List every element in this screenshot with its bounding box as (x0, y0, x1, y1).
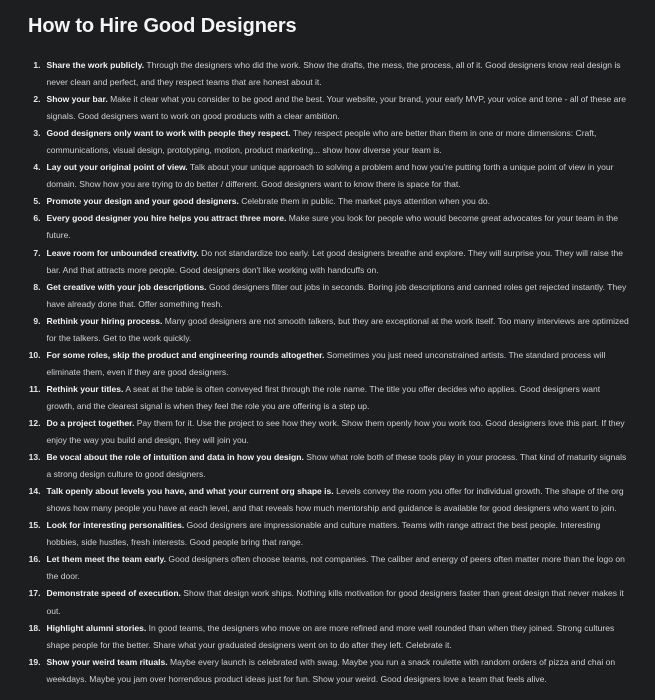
item-lead: Be vocal about the role of intuition and data in how you design. (46, 452, 304, 463)
item-text (41, 313, 630, 347)
item-text (41, 193, 630, 210)
list-item (28, 381, 637, 415)
item-lead: Lay out your original point of view. (46, 162, 188, 173)
list-item (28, 125, 637, 159)
item-lead: Good designers only want to work with people they respect. (46, 128, 291, 139)
list-item (28, 193, 637, 210)
item-lead: Rethink your hiring process. (46, 315, 163, 326)
item-body: Show that design work ships. Nothing kills motivation for good designers faster than great design that never makes it out. (46, 588, 624, 616)
page-title: How to Hire Good Designers (28, 15, 297, 37)
item-text (41, 449, 630, 483)
item-text (41, 91, 630, 125)
item-lead: For some roles, skip the product and engineering rounds altogether. (46, 349, 325, 360)
item-text (41, 159, 630, 193)
list-item (28, 91, 637, 125)
list-item (28, 654, 637, 688)
item-number: 19. (28, 656, 41, 667)
item-text (41, 245, 630, 279)
item-number: 13. (28, 452, 41, 463)
list-item (28, 347, 637, 381)
list-item (28, 313, 637, 347)
list-item (28, 585, 637, 619)
numbered-list (28, 57, 637, 688)
item-lead: Share the work publicly. (46, 60, 145, 70)
item-body: Good designers are impressionable and culture matters. Teams with range attract the best people. Interesting hobbies, side hustles, fresh interests. Good people bring that range. (46, 520, 601, 548)
item-lead: Talk openly about levels you have, and what your current org shape is. (46, 486, 334, 497)
item-number: 17. (28, 588, 41, 599)
item-body: Good designers filter out jobs in seconds. Boring job descriptions and canned roles get rejected instantly. They have already done that. Offer something fresh. (46, 281, 627, 309)
item-number: 16. (28, 554, 41, 565)
list-item (28, 483, 637, 517)
item-number: 9. (33, 315, 41, 326)
item-lead: Look for interesting personalities. (46, 520, 185, 531)
item-body: Good designers often choose teams, not companies. The caliber and energy of peers often matter more than the logo on the door. (46, 554, 625, 582)
item-number: 10. (28, 349, 41, 360)
item-number: 14. (28, 486, 41, 497)
item-text (41, 551, 630, 585)
item-body: Make sure you look for people who would become great advocates for your team in the future. (46, 213, 618, 241)
item-text (41, 210, 630, 244)
item-lead: Leave room for unbounded creativity. (46, 247, 199, 258)
item-text (41, 347, 630, 381)
item-body: Levels convey the room you offer for individual growth. The shape of the org shows how many people you have at each level, and that reveals how much mentorship and guidance is available for good designers who want to join. (46, 486, 624, 514)
list-item (28, 517, 637, 551)
item-text (41, 517, 630, 551)
item-lead: Get creative with your job descriptions. (46, 281, 207, 292)
list-item (28, 57, 637, 91)
item-body: Through the designers who did the work. Show the drafts, the mess, the process, all of it. Good designers know real design is never clean and perfect, and they respect teams that are honest about it. (46, 60, 621, 88)
item-lead: Promote your design and your good designers. (46, 196, 239, 207)
item-text (41, 125, 630, 159)
item-body: A seat at the table is often conveyed first through the role name. The title you offer decides who applies. Good designers want growth, and the clearest signal is when they feel the role you are offering is a step up. (46, 383, 601, 411)
item-lead: Show your bar. (46, 94, 108, 105)
item-text (41, 654, 630, 688)
item-lead: Highlight alumni stories. (46, 622, 147, 633)
item-number: 12. (28, 417, 41, 428)
list-item (28, 245, 637, 279)
list-item (28, 415, 637, 449)
item-lead: Do a project together. (46, 417, 135, 428)
item-lead: Show your weird team rituals. (46, 656, 168, 667)
item-number: 3. (33, 128, 41, 139)
item-body: Do not standardize too early. Let good designers breathe and explore. They will surprise you. They will raise the bar. And that attracts more people. Good designers don't like working with handcuffs on. (46, 247, 624, 275)
item-number: 2. (33, 94, 41, 105)
item-lead: Demonstrate speed of execution. (46, 588, 181, 599)
item-lead: Let them meet the team early. (46, 554, 167, 565)
list-item (28, 279, 637, 313)
item-body: Pay them for it. Use the project to see how they work. Show them openly how you work too. Good designers love this part. If they enjoy the way you build and design, they will join you. (46, 417, 625, 446)
item-number: 7. (33, 247, 41, 258)
list-item (28, 210, 637, 244)
item-number: 11. (29, 383, 41, 394)
item-body: Many good designers are not smooth talkers, but they are exceptional at the work itself. Too many interviews are optimized for the talkers. Get to the work quickly. (46, 315, 629, 343)
item-body: Maybe every launch is celebrated with swag. Maybe you run a snack roulette with random orders of pizza and chai on weekdays. Maybe you jam over horrendous product ideas just for fun. Show your weird. Good designers love a team that feels alive. (46, 656, 616, 684)
item-lead: Rethink your titles. (46, 383, 124, 394)
list-item (28, 620, 637, 654)
list-item (28, 159, 637, 193)
item-number: 18. (28, 622, 41, 633)
item-number: 15. (28, 520, 41, 531)
item-number: 8. (33, 281, 41, 292)
list-item (28, 449, 637, 483)
item-body: In good teams, the designers who move on are more refined and more well rounded than when they joined. Strong cultures shape people for the better. Share what your graduated designers went on to do after they left. Celebrate it. (46, 622, 615, 650)
item-text (41, 57, 630, 91)
item-text (41, 279, 630, 313)
list-item (28, 551, 637, 585)
item-body: Sometimes you just need unconstrained artists. The standard process will eliminate them, even if they are good designers. (46, 349, 606, 377)
item-body: They respect people who are better than them in one or more dimensions: Craft, communications, visual design, prototyping, motion, product marketing... show how diverse your team is. (46, 128, 597, 156)
item-number: 4. (33, 162, 41, 173)
item-text (41, 415, 630, 449)
item-lead: Every good designer you hire helps you attract three more. (46, 213, 287, 224)
item-text (41, 483, 630, 517)
item-number: 6. (33, 213, 41, 224)
item-text (41, 381, 630, 415)
item-body: Show what role both of these tools play in your process. That kind of maturity signals a strong design culture to good designers. (46, 452, 627, 480)
item-number: 1. (33, 60, 41, 70)
item-text (41, 620, 630, 654)
item-body: Talk about your unique approach to solving a problem and how you're putting forth a unique point of view in your domain. Show how you are trying to do better / different. Good designers want to know there is space for that. (46, 162, 614, 190)
item-number: 5. (33, 196, 41, 207)
item-body: Make it clear what you consider to be good and the best. Your website, your brand, your early MVP, your voice and tone - all of these are signals. Good designers want to work on good products with a clear ambition. (46, 94, 626, 122)
item-body: Celebrate them in public. The market pays attention when you do. (241, 196, 491, 207)
item-text (41, 585, 630, 619)
